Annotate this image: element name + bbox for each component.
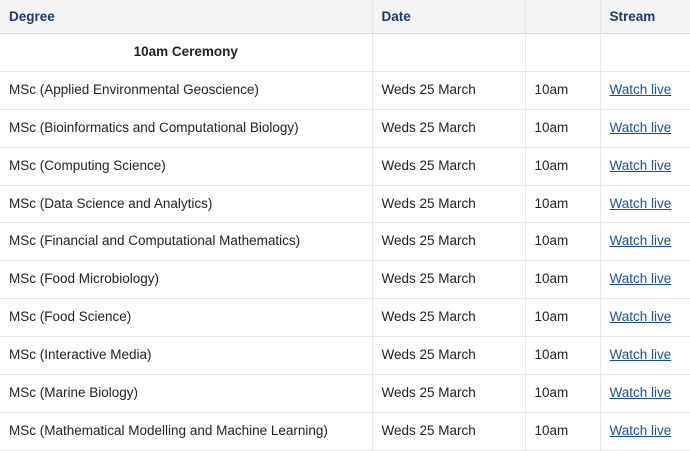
table-row [0, 223, 690, 261]
cell-time: 10am [525, 374, 600, 412]
cell-date: Weds 25 March [372, 412, 525, 450]
cell-date: Weds 25 March [372, 71, 525, 109]
column-header-degree: Degree [0, 0, 372, 34]
cell-stream [600, 71, 690, 109]
section-title-10am: 10am Ceremony [0, 34, 372, 72]
table-row [0, 374, 690, 412]
cell-time: 10am [525, 299, 600, 337]
table-row [0, 337, 690, 375]
cell-time: 10am [525, 412, 600, 450]
watch-live-link[interactable]: Watch live [609, 271, 672, 287]
cell-stream [600, 109, 690, 147]
cell-stream [600, 337, 690, 375]
cell-stream [600, 412, 690, 450]
cell-date: Weds 25 March [372, 261, 525, 299]
cell-date: Weds 25 March [372, 185, 525, 223]
section-header-row [0, 34, 690, 72]
cell-degree: MSc (Interactive Media) [0, 337, 372, 375]
cell-date: Weds 25 March [372, 374, 525, 412]
cell-degree: MSc (Food Science) [0, 299, 372, 337]
section-empty-stream [600, 34, 690, 72]
watch-live-link[interactable]: Watch live [609, 233, 672, 249]
watch-live-link[interactable]: Watch live [609, 157, 672, 173]
watch-live-link[interactable]: Watch live [609, 119, 672, 135]
column-header-date: Date [372, 0, 525, 34]
table-body [0, 34, 690, 451]
table-header [0, 0, 690, 34]
cell-time: 10am [525, 185, 600, 223]
watch-live-link[interactable]: Watch live [609, 422, 672, 438]
cell-degree: MSc (Bioinformatics and Computational Biology) [0, 109, 372, 147]
cell-stream [600, 223, 690, 261]
table-row [0, 299, 690, 337]
section-empty-date [372, 34, 525, 72]
table-header-row [0, 0, 690, 34]
watch-live-link[interactable]: Watch live [609, 384, 672, 400]
cell-time: 10am [525, 71, 600, 109]
table-row [0, 261, 690, 299]
cell-degree: MSc (Food Microbiology) [0, 261, 372, 299]
cell-degree: MSc (Computing Science) [0, 147, 372, 185]
cell-degree: MSc (Applied Environmental Geoscience) [0, 71, 372, 109]
cell-date: Weds 25 March [372, 299, 525, 337]
table-row [0, 109, 690, 147]
cell-date: Weds 25 March [372, 337, 525, 375]
table-row [0, 412, 690, 450]
cell-stream [600, 299, 690, 337]
table-row [0, 71, 690, 109]
cell-degree: MSc (Marine Biology) [0, 374, 372, 412]
cell-stream [600, 374, 690, 412]
cell-time: 10am [525, 223, 600, 261]
column-header-stream: Stream [600, 0, 690, 34]
cell-degree: MSc (Data Science and Analytics) [0, 185, 372, 223]
cell-stream [600, 147, 690, 185]
watch-live-link[interactable]: Watch live [609, 195, 672, 211]
cell-time: 10am [525, 147, 600, 185]
cell-time: 10am [525, 109, 600, 147]
cell-stream [600, 185, 690, 223]
watch-live-link[interactable]: Watch live [609, 309, 672, 325]
cell-time: 10am [525, 261, 600, 299]
cell-date: Weds 25 March [372, 147, 525, 185]
cell-date: Weds 25 March [372, 109, 525, 147]
cell-time: 10am [525, 337, 600, 375]
section-empty-time [525, 34, 600, 72]
table-row [0, 147, 690, 185]
cell-degree: MSc (Mathematical Modelling and Machine Learning) [0, 412, 372, 450]
cell-degree: MSc (Financial and Computational Mathematics) [0, 223, 372, 261]
cell-stream [600, 261, 690, 299]
column-header-time [525, 0, 600, 34]
cell-date: Weds 25 March [372, 223, 525, 261]
watch-live-link[interactable]: Watch live [609, 347, 672, 362]
watch-live-link[interactable]: Watch live [609, 81, 672, 97]
table-row [0, 185, 690, 223]
